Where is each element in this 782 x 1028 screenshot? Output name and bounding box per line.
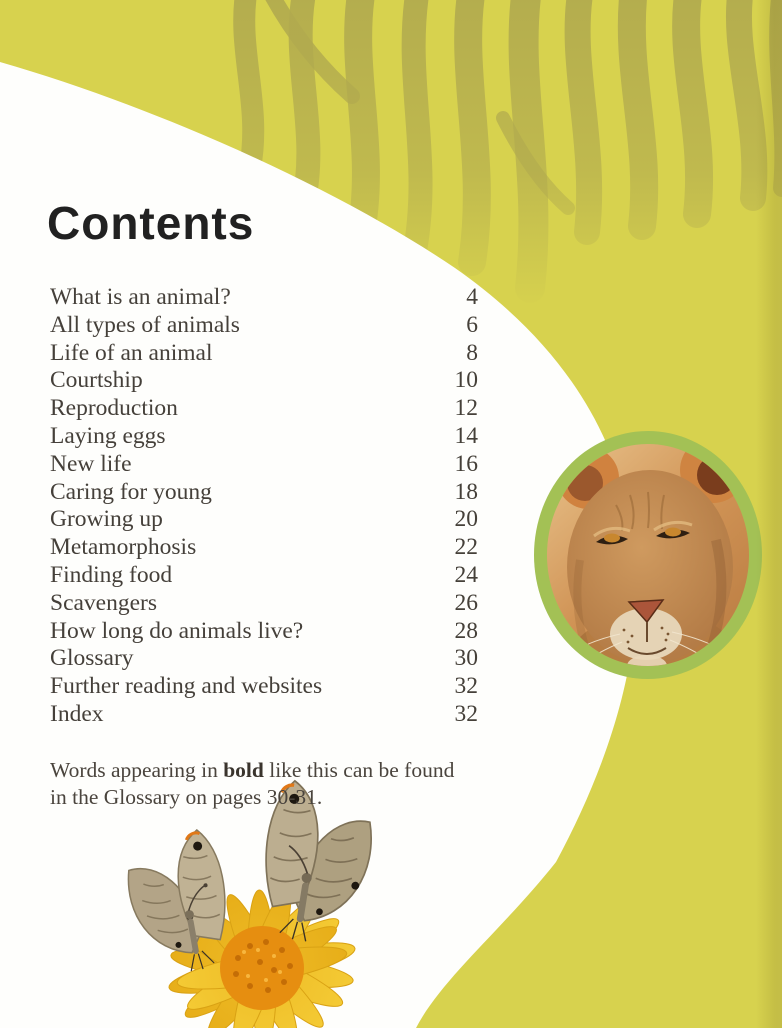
toc-entry-page-number: 26: [454, 589, 478, 616]
toc-row: [50, 590, 478, 618]
toc-entry-label: How long do animals live?: [50, 617, 304, 644]
toc-entry-page-number: 32: [454, 700, 478, 727]
page-title: Contents: [47, 197, 255, 249]
toc-entry-page-number: 6: [466, 311, 478, 338]
toc-entry-label: Courtship: [50, 367, 143, 394]
toc-entry-label: Caring for young: [50, 478, 212, 505]
toc-row: [50, 395, 478, 423]
toc-entry-label: Finding food: [50, 561, 173, 588]
toc-row: [50, 284, 478, 312]
note-text-line2: in the Glossary on pages 30-31.: [50, 785, 323, 809]
toc-entry-label: Reproduction: [50, 395, 178, 422]
toc-entry-label: Laying eggs: [50, 422, 166, 449]
toc-entry-page-number: 12: [454, 395, 478, 422]
toc-entry-page-number: 10: [454, 367, 478, 394]
toc-entry-page-number: 24: [454, 561, 478, 588]
toc-entry-label: Growing up: [50, 506, 163, 533]
toc-row: [50, 506, 478, 534]
toc-row: [50, 312, 478, 340]
toc-entry-page-number: 8: [466, 339, 478, 366]
toc-entry-page-number: 20: [454, 506, 478, 533]
table-of-contents: [50, 284, 478, 729]
toc-row: [50, 423, 478, 451]
toc-entry-page-number: 28: [454, 617, 478, 644]
toc-entry-label: All types of animals: [50, 311, 240, 338]
toc-row: [50, 562, 478, 590]
toc-row: [50, 367, 478, 395]
toc-entry-label: Further reading and websites: [50, 673, 323, 700]
toc-entry-label: Life of an animal: [50, 339, 213, 366]
toc-entry-label: Index: [50, 700, 104, 727]
toc-row: [50, 479, 478, 507]
toc-entry-page-number: 22: [454, 534, 478, 561]
note-text-suffix: like this can be found: [263, 758, 455, 782]
toc-entry-label: Glossary: [50, 645, 134, 672]
toc-entry-page-number: 14: [454, 422, 478, 449]
toc-entry-label: New life: [50, 450, 132, 477]
toc-entry-label: Scavengers: [50, 589, 158, 616]
toc-row: [50, 534, 478, 562]
toc-row: [50, 645, 478, 673]
toc-row: [50, 673, 478, 701]
toc-entry-label: What is an animal?: [50, 284, 231, 310]
toc-entry-page-number: 4: [466, 284, 478, 310]
toc-row: [50, 701, 478, 729]
toc-row: [50, 618, 478, 646]
note-bold-word: bold: [223, 758, 264, 782]
toc-entry-label: Metamorphosis: [50, 534, 197, 561]
toc-entry-page-number: 16: [454, 450, 478, 477]
glossary-note: [50, 757, 462, 811]
toc-entry-page-number: 30: [454, 645, 478, 672]
note-text-prefix: Words appearing in: [50, 758, 224, 782]
toc-entry-page-number: 18: [454, 478, 478, 505]
toc-row: [50, 451, 478, 479]
toc-row: [50, 340, 478, 368]
toc-entry-page-number: 32: [454, 673, 478, 700]
